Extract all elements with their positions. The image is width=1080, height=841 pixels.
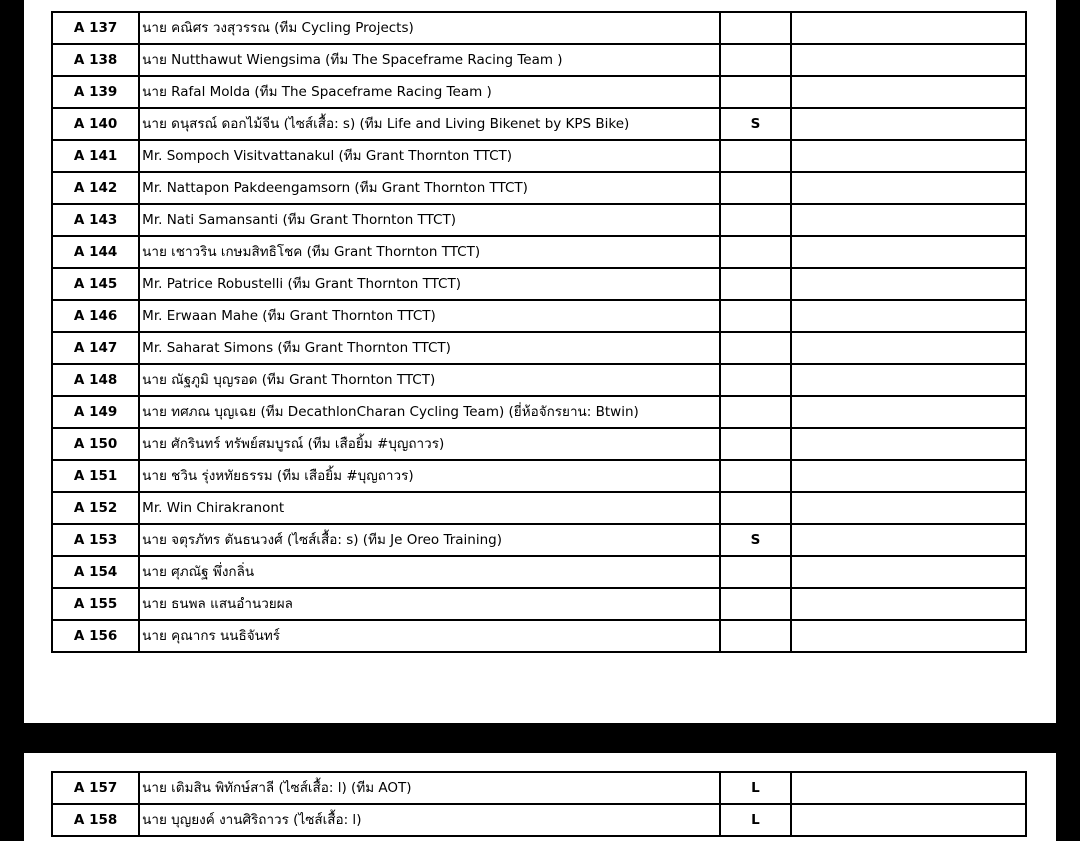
notes-cell <box>791 396 1027 428</box>
shirt-size-cell <box>720 556 790 588</box>
notes-cell <box>791 300 1027 332</box>
shirt-size-cell <box>720 428 790 460</box>
notes-cell <box>791 492 1027 524</box>
notes-cell <box>791 556 1027 588</box>
bib-number-cell: A 147 <box>52 332 139 364</box>
participant-name-cell: Mr. Patrice Robustelli (ทีม Grant Thornton TTCT) <box>139 268 720 300</box>
notes-cell <box>791 804 1027 836</box>
table-row <box>52 428 1026 460</box>
bib-number-cell: A 152 <box>52 492 139 524</box>
participant-name-cell: นาย ศักรินทร์ ทรัพย์สมบูรณ์ (ทีม เสือยิ้ม #บุญถาวร) <box>139 428 720 460</box>
participant-name-cell: Mr. Win Chirakranont <box>139 492 720 524</box>
notes-cell <box>791 44 1027 76</box>
shirt-size-cell <box>720 492 790 524</box>
notes-cell <box>791 364 1027 396</box>
table-row <box>52 12 1026 44</box>
participant-name-cell: นาย ทศภณ บุญเฉย (ทีม DecathlonCharan Cycling Team) (ยี่ห้อจักรยาน: Btwin) <box>139 396 720 428</box>
table-row <box>52 204 1026 236</box>
table-row <box>52 268 1026 300</box>
bib-number-cell: A 150 <box>52 428 139 460</box>
shirt-size-cell <box>720 268 790 300</box>
notes-cell <box>791 524 1027 556</box>
notes-cell <box>791 428 1027 460</box>
notes-cell <box>791 140 1027 172</box>
table-row <box>52 556 1026 588</box>
shirt-size-cell <box>720 620 790 652</box>
table-row <box>52 364 1026 396</box>
shirt-size-cell <box>720 588 790 620</box>
table-row <box>52 460 1026 492</box>
bib-number-cell: A 140 <box>52 108 139 140</box>
shirt-size-cell <box>720 396 790 428</box>
participant-name-cell: Mr. Nati Samansanti (ทีม Grant Thornton TTCT) <box>139 204 720 236</box>
participant-name-cell: นาย ธนพล แสนอำนวยผล <box>139 588 720 620</box>
participant-table <box>51 771 1027 837</box>
participant-name-cell: Mr. Saharat Simons (ทีม Grant Thornton TTCT) <box>139 332 720 364</box>
bib-number-cell: A 142 <box>52 172 139 204</box>
shirt-size-cell <box>720 364 790 396</box>
participant-name-cell: นาย คุณากร นนธิจันทร์ <box>139 620 720 652</box>
shirt-size-cell <box>720 12 790 44</box>
notes-cell <box>791 108 1027 140</box>
table-row <box>52 108 1026 140</box>
bib-number-cell: A 157 <box>52 772 139 804</box>
shirt-size-cell <box>720 204 790 236</box>
bib-number-cell: A 137 <box>52 12 139 44</box>
notes-cell <box>791 620 1027 652</box>
notes-cell <box>791 332 1027 364</box>
shirt-size-cell <box>720 300 790 332</box>
shirt-size-cell: L <box>720 804 790 836</box>
table-row <box>52 236 1026 268</box>
notes-cell <box>791 268 1027 300</box>
participant-name-cell: นาย Nutthawut Wiengsima (ทีม The Spaceframe Racing Team ) <box>139 44 720 76</box>
table-row <box>52 588 1026 620</box>
table-row <box>52 804 1026 836</box>
bib-number-cell: A 158 <box>52 804 139 836</box>
table-row <box>52 524 1026 556</box>
bib-number-cell: A 139 <box>52 76 139 108</box>
bib-number-cell: A 154 <box>52 556 139 588</box>
shirt-size-cell <box>720 44 790 76</box>
participant-name-cell: นาย ศุภณัฐ พึ่งกลิ่น <box>139 556 720 588</box>
bib-number-cell: A 138 <box>52 44 139 76</box>
shirt-size-cell <box>720 76 790 108</box>
participant-name-cell: นาย ชวิน รุ่งหทัยธรรม (ทีม เสือยิ้ม #บุญถาวร) <box>139 460 720 492</box>
table-row <box>52 332 1026 364</box>
participant-name-cell: นาย จตุรภัทร ตันธนวงศ์ (ไซส์เสื้อ: s) (ทีม Je Oreo Training) <box>139 524 720 556</box>
table-row <box>52 772 1026 804</box>
notes-cell <box>791 12 1027 44</box>
notes-cell <box>791 204 1027 236</box>
bib-number-cell: A 151 <box>52 460 139 492</box>
notes-cell <box>791 76 1027 108</box>
shirt-size-cell <box>720 460 790 492</box>
participant-name-cell: นาย ณัฐภูมิ บุญรอด (ทีม Grant Thornton TTCT) <box>139 364 720 396</box>
document-page-1 <box>24 0 1056 723</box>
notes-cell <box>791 588 1027 620</box>
shirt-size-cell <box>720 140 790 172</box>
shirt-size-cell: S <box>720 108 790 140</box>
participant-table <box>51 11 1027 653</box>
participant-name-cell: Mr. Erwaan Mahe (ทีม Grant Thornton TTCT) <box>139 300 720 332</box>
shirt-size-cell <box>720 172 790 204</box>
notes-cell <box>791 460 1027 492</box>
table-row <box>52 172 1026 204</box>
notes-cell <box>791 236 1027 268</box>
bib-number-cell: A 143 <box>52 204 139 236</box>
participant-name-cell: Mr. Nattapon Pakdeengamsorn (ทีม Grant Thornton TTCT) <box>139 172 720 204</box>
bib-number-cell: A 156 <box>52 620 139 652</box>
shirt-size-cell <box>720 236 790 268</box>
table-row <box>52 140 1026 172</box>
table-row <box>52 300 1026 332</box>
bib-number-cell: A 153 <box>52 524 139 556</box>
shirt-size-cell: S <box>720 524 790 556</box>
document-page-2 <box>24 753 1056 841</box>
table-row <box>52 620 1026 652</box>
participant-name-cell: นาย เติมสิน พิทักษ์สาลี (ไซส์เสื้อ: l) (ทีม AOT) <box>139 772 720 804</box>
table-row <box>52 492 1026 524</box>
bib-number-cell: A 148 <box>52 364 139 396</box>
bib-number-cell: A 145 <box>52 268 139 300</box>
shirt-size-cell <box>720 332 790 364</box>
participant-name-cell: นาย เชาวริน เกษมสิทธิโชค (ทีม Grant Thornton TTCT) <box>139 236 720 268</box>
shirt-size-cell: L <box>720 772 790 804</box>
bib-number-cell: A 141 <box>52 140 139 172</box>
bib-number-cell: A 149 <box>52 396 139 428</box>
participant-name-cell: นาย ดนุสรณ์ ดอกไม้จีน (ไซส์เสื้อ: s) (ทีม Life and Living Bikenet by KPS Bike) <box>139 108 720 140</box>
notes-cell <box>791 172 1027 204</box>
participant-name-cell: นาย คณิศร วงสุวรรณ (ทีม Cycling Projects) <box>139 12 720 44</box>
table-row <box>52 396 1026 428</box>
bib-number-cell: A 146 <box>52 300 139 332</box>
participant-name-cell: Mr. Sompoch Visitvattanakul (ทีม Grant Thornton TTCT) <box>139 140 720 172</box>
bib-number-cell: A 155 <box>52 588 139 620</box>
table-row <box>52 44 1026 76</box>
bib-number-cell: A 144 <box>52 236 139 268</box>
participant-name-cell: นาย Rafal Molda (ทีม The Spaceframe Racing Team ) <box>139 76 720 108</box>
participant-name-cell: นาย บุญยงค์ งานศิริถาวร (ไซส์เสื้อ: l) <box>139 804 720 836</box>
notes-cell <box>791 772 1027 804</box>
table-row <box>52 76 1026 108</box>
